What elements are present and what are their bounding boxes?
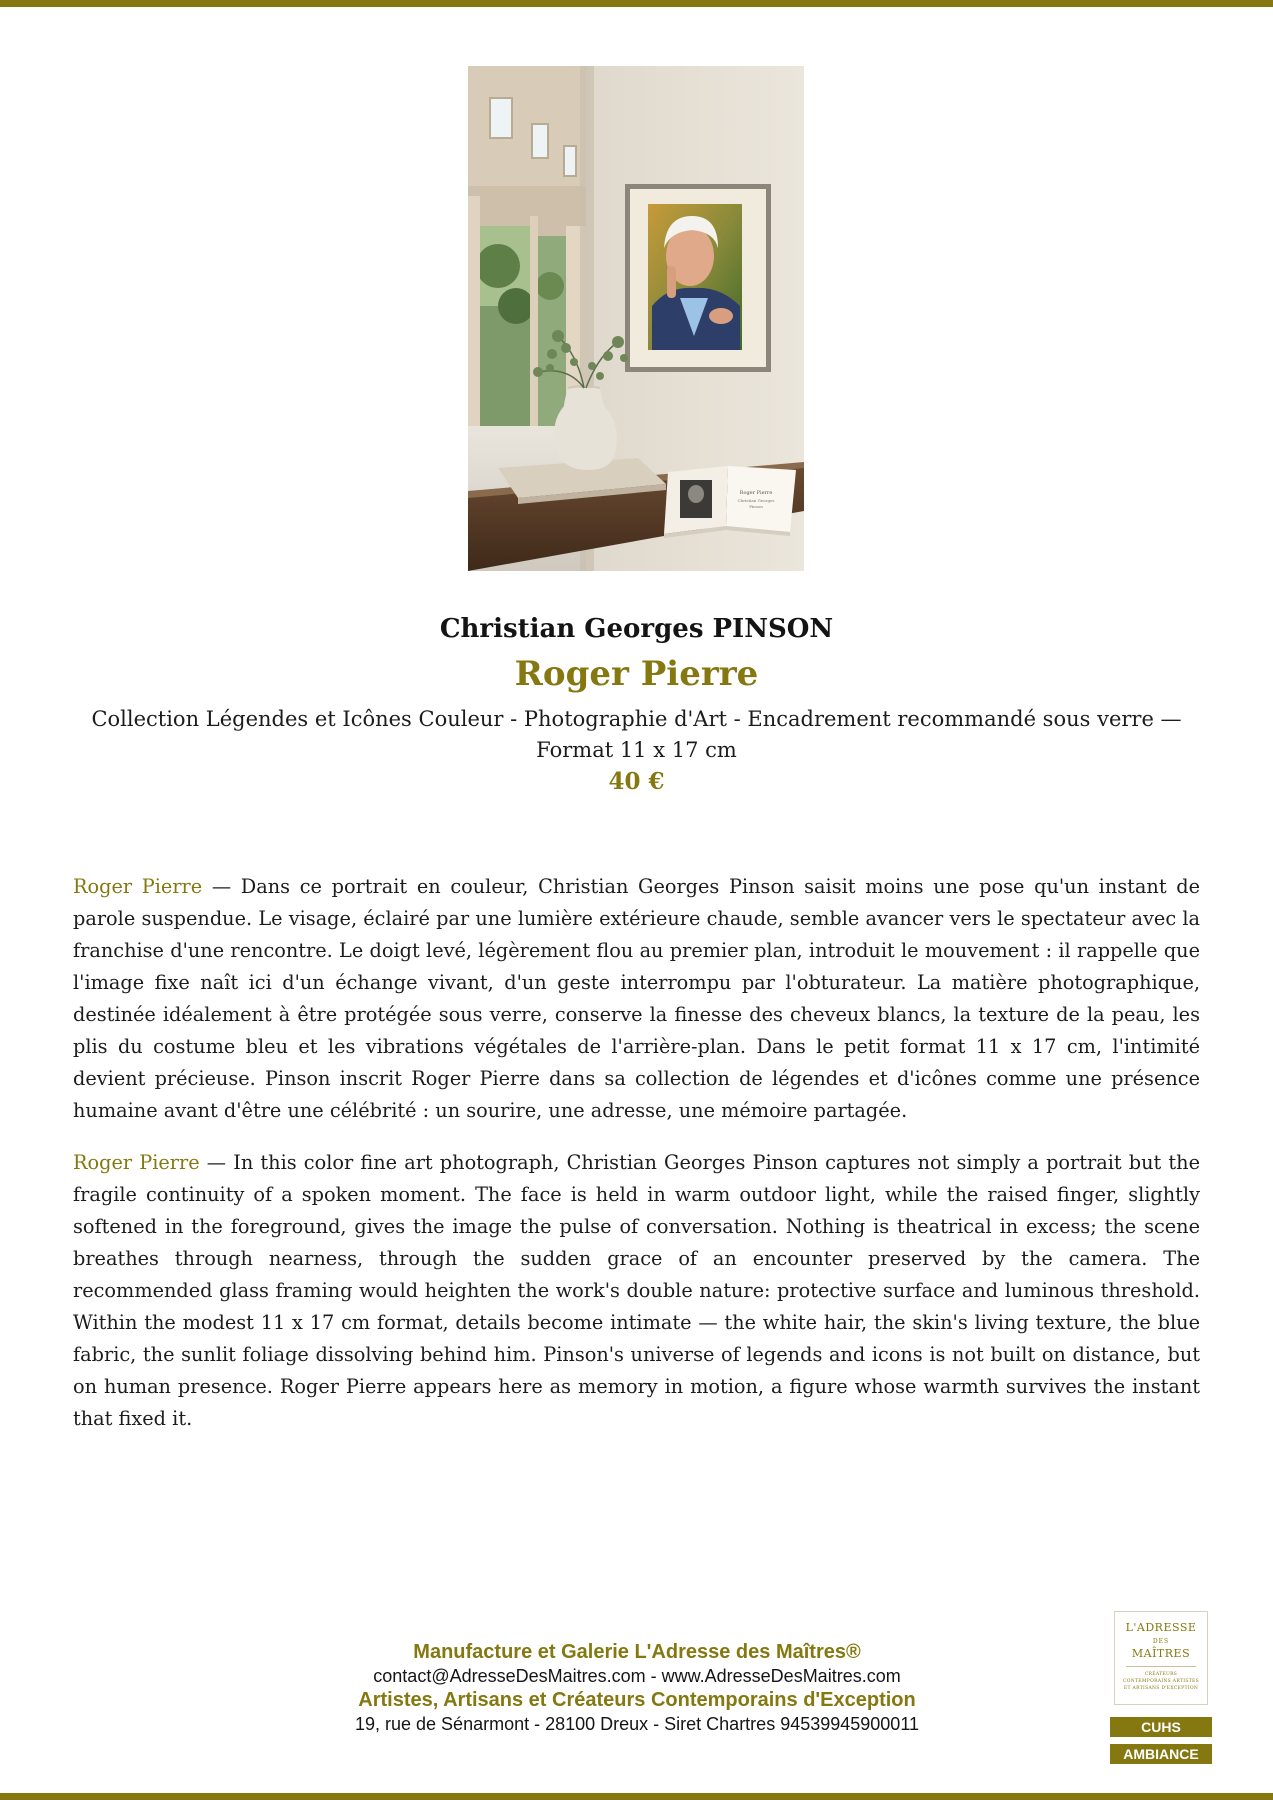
artwork-subtitle: Collection Légendes et Icônes Couleur - Photographie d'Art - Encadrement recommandé sous verre — Format 11 x 17 cm [91,707,1182,762]
description-english-name: Roger Pierre [73,1151,200,1174]
logo-rule [1126,1666,1196,1667]
description-english [73,1147,1200,1435]
logo-line-3: MAÎTRES [1131,1647,1191,1660]
logo-line-2: DES [1152,1638,1170,1645]
footer-address: 19, rue de Sénarmont - 28100 Dreux - Siret Chartres 94539945900011 [354,1714,920,1734]
gallery-logo [1114,1611,1208,1705]
description-french-name: Roger Pierre [73,875,203,898]
logo-line-1: L'ADRESSE [1125,1621,1197,1634]
book-caption-3: Pinson [749,504,763,509]
logo-line-4: CRÉATEURS CONTEMPORAINS ARTISTES ET ARTISANS D'EXCEPTION [1123,1672,1199,1691]
artwork-price: 40 € [608,768,665,795]
bottom-accent-bar [0,1793,1273,1800]
artwork-title: Roger Pierre [514,654,759,694]
footer-contact: contact@AdresseDesMaitres.com - www.AdresseDesMaitres.com [373,1666,901,1686]
description-english-text: — In this color fine art photograph, Christian Georges Pinson captures not simply a portrait but the fragile continuity of a spoken moment. The face is held in warm outdoor light, while the raised finger, slightly softened in the foreground, gives the image the pulse of conversation. Nothing is theatrical in excess; the scene breathes through nearness, through the sudden grace of an encounter preserved by the camera. The recommended glass framing would heighten the work's double nature: protective surface and luminous threshold. Within the modest 11 x 17 cm format, details become intimate — the white hair, the skin's living texture, the blue fabric, the sunlit foliage dissolving behind him. Pinson's universe of legends and icons is not built on distance, but on human presence. Roger Pierre appears here as memory in motion, a figure whose warmth survives the instant that fixed it. [73,1151,1201,1430]
book-caption-1: Roger Pierre [739,490,773,496]
footer-tagline: Artistes, Artisans et Créateurs Contemporains d'Exception [358,1689,916,1711]
artist-name: Christian Georges PINSON [439,614,834,644]
footer-company: Manufacture et Galerie L'Adresse des Maîtres® [413,1641,861,1663]
description-french [73,871,1200,1127]
description-french-text: — Dans ce portrait en couleur, Christian Georges Pinson saisit moins une pose qu'un instant de parole suspendue. Le visage, éclairé par une lumière extérieure chaude, semble avancer vers le spectateur avec la franchise d'une rencontre. Le doigt levé, légèrement flou au premier plan, introduit le mouvement : il rappelle que l'image fixe naît ici d'un échange vivant, d'un geste interrompu par l'obturateur. La matière photographique, destinée idéalement à être protégée sous verre, conserve la finesse des cheveux blancs, la texture de la peau, les plis du costume bleu et les vibrations végétales de l'arrière-plan. Dans le petit format 11 x 17 cm, l'intimité devient précieuse. Pinson inscrit Roger Pierre dans sa collection de légendes et d'icônes comme une présence humaine avant d'être une célébrité : un sourire, une adresse, une mémoire partagée. [73,875,1200,1122]
artwork-photo [468,66,804,571]
badge-cuhs: CUHS [1110,1717,1212,1737]
badge-ambiance: AMBIANCE [1110,1744,1212,1764]
book-caption-2: Christian Georges [737,498,775,503]
top-accent-bar [0,0,1273,7]
footer [250,1640,1024,1736]
